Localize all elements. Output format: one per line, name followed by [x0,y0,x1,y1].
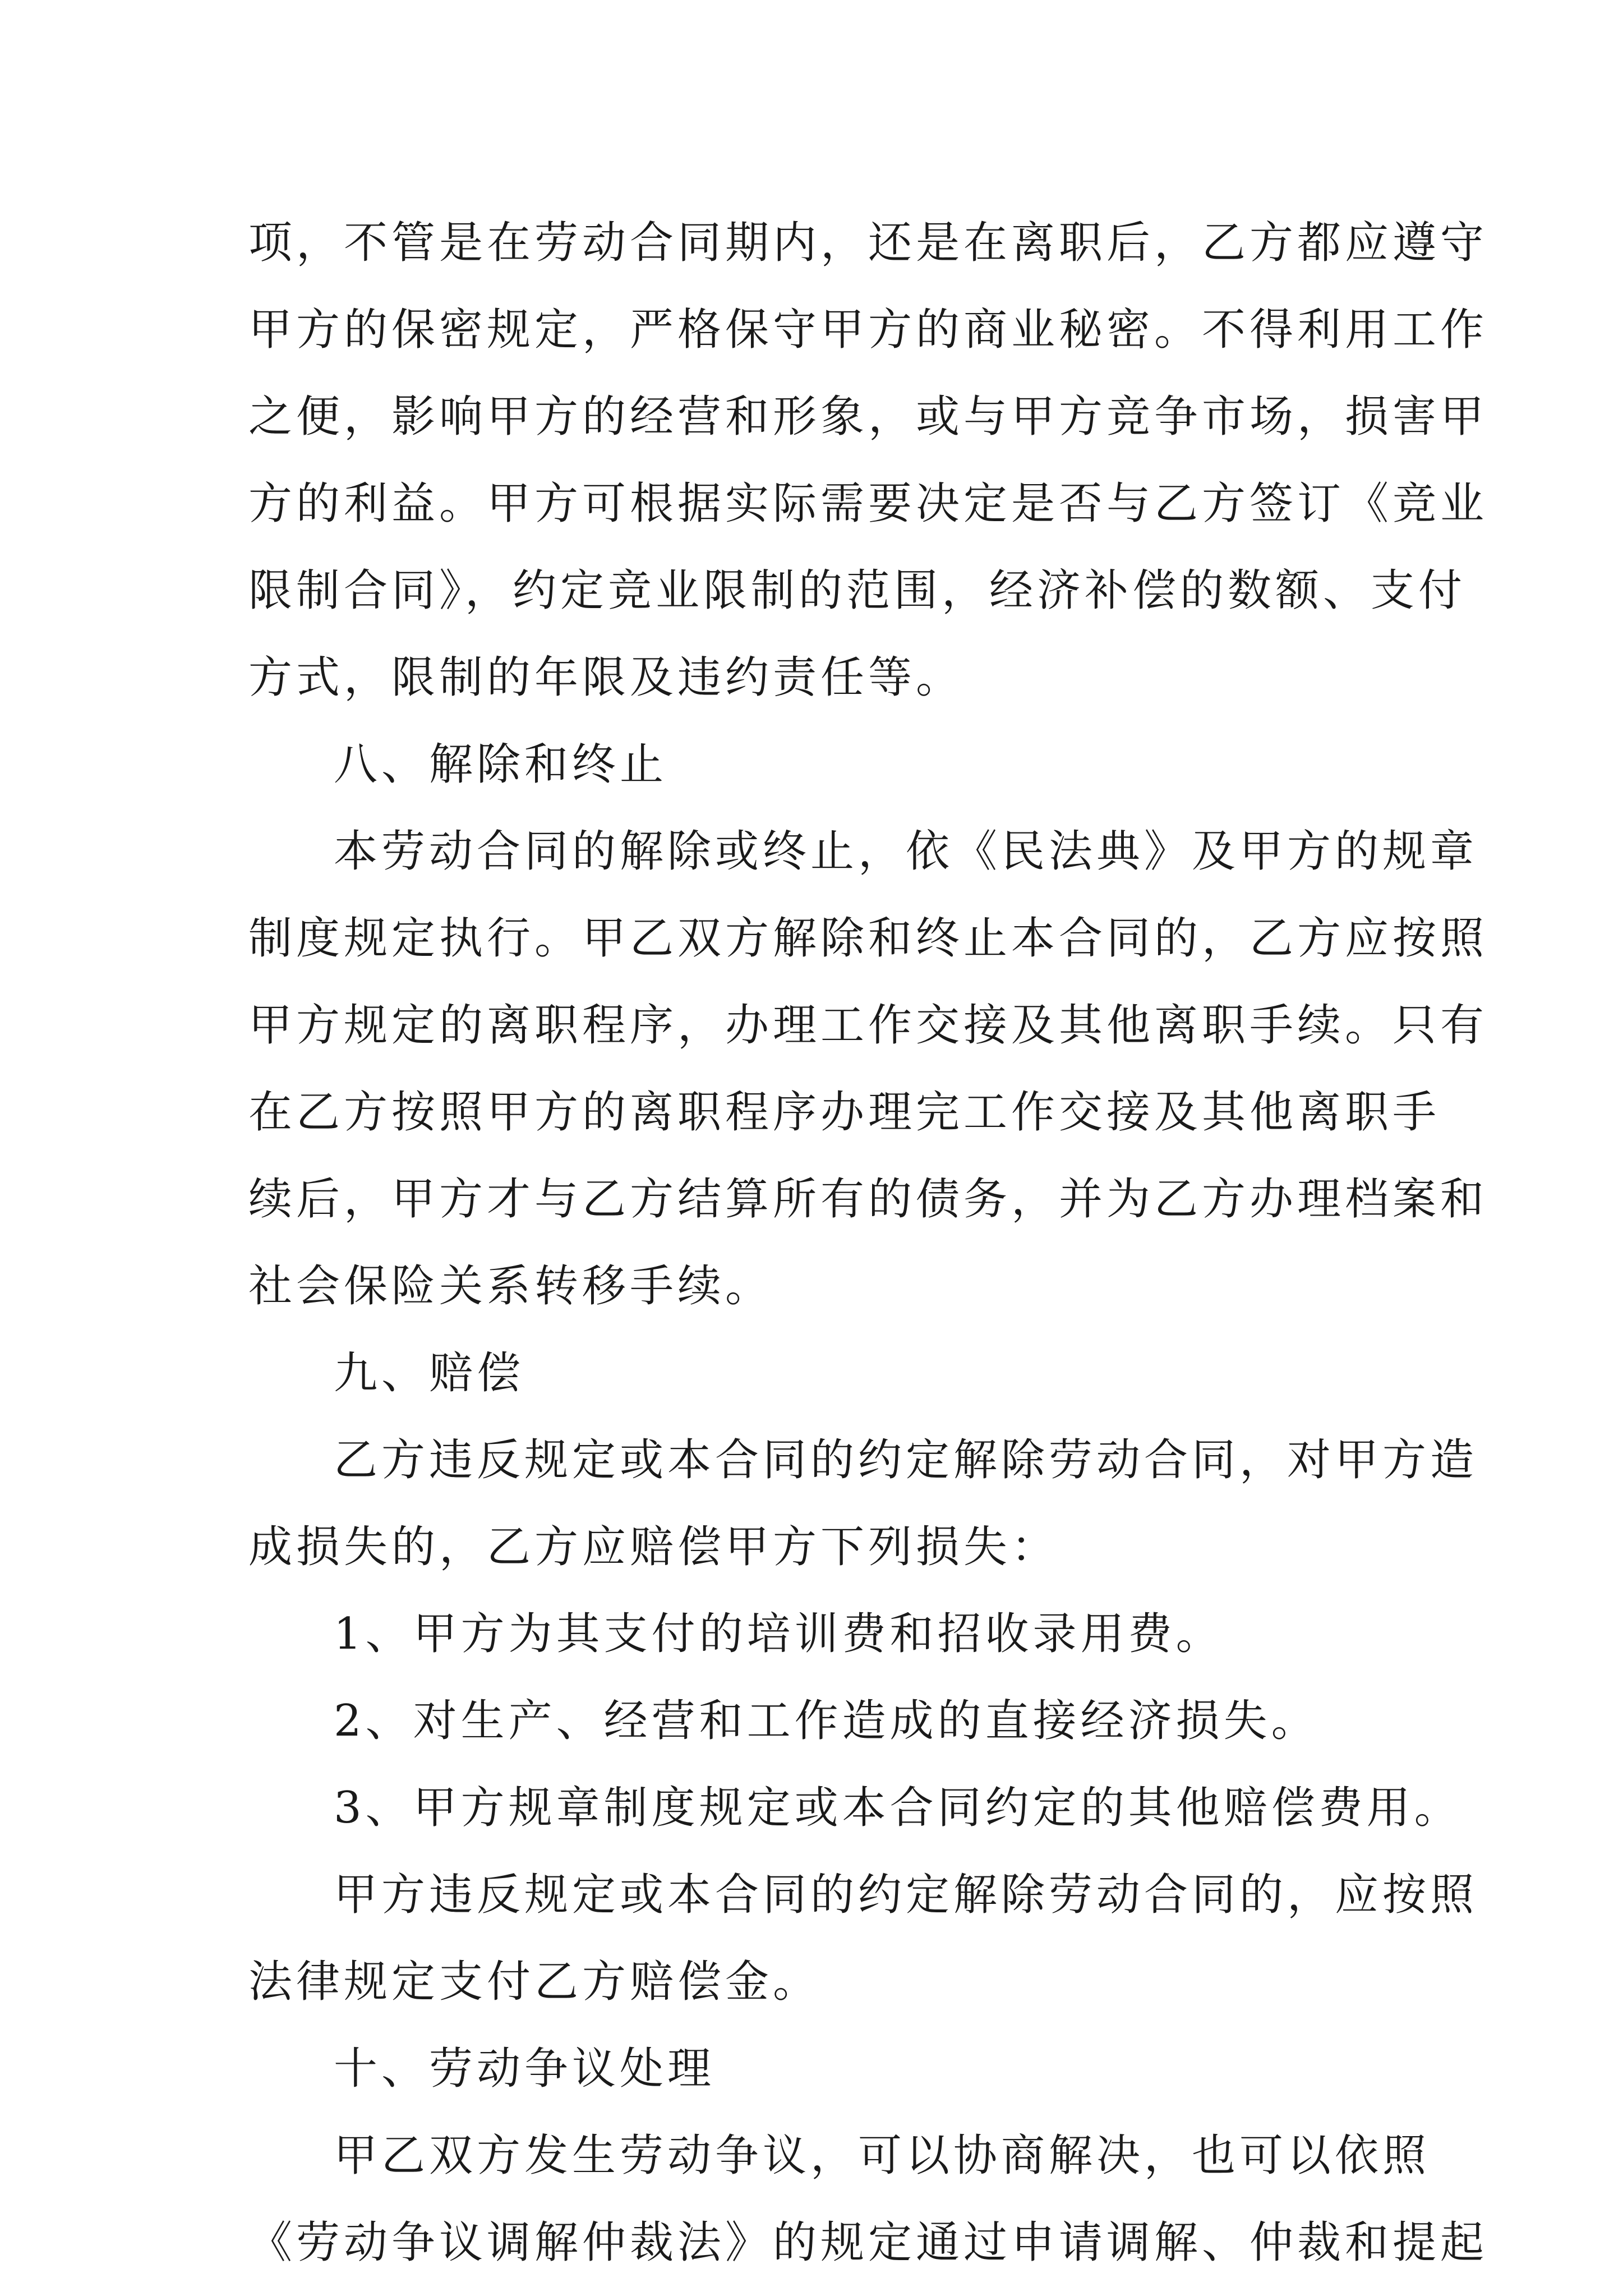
text-line: 乙方违反规定或本合同的约定解除劳动合同，对甲方造 [334,1435,1478,1485]
section-heading: 十、劳动争议处理 [334,2044,716,2094]
text-line: 法律规定支付乙方赔偿金。 [248,1957,821,2007]
section-heading: 九、赔偿 [334,1348,525,1398]
text-line: 限制合同》，约定竞业限制的范围，经济补偿的数额、支付 [248,565,1467,616]
text-line: 甲方规定的离职程序，办理工作交接及其他离职手续。只有 [248,1000,1488,1051]
text-line: 方式，限制的年限及违约责任等。 [248,652,964,703]
text-line: 方的利益。甲方可根据实际需要决定是否与乙方签订《竞业 [248,478,1488,529]
text-line: 之便，影响甲方的经营和形象，或与甲方竞争市场，损害甲 [248,392,1488,442]
text-line: 《劳动争议调解仲裁法》的规定通过申请调解、仲裁和提起 [248,2217,1488,2268]
text-line: 制度规定执行。甲乙双方解除和终止本合同的，乙方应按照 [248,913,1488,964]
text-line: 成损失的，乙方应赔偿甲方下列损失： [248,1522,1059,1572]
text-line: 本劳动合同的解除或终止，依《民法典》及甲方的规章 [334,826,1478,877]
text-line: 甲方的保密规定，严格保守甲方的商业秘密。不得利用工作 [248,305,1488,355]
text-line: 甲方违反规定或本合同的约定解除劳动合同的，应按照 [334,1870,1478,1920]
text-line: 在乙方按照甲方的离职程序办理完工作交接及其他离职手 [248,1087,1441,1138]
text-line: 续后，甲方才与乙方结算所有的债务，并为乙方办理档案和 [248,1174,1488,1225]
document-body [248,200,1488,2286]
text-line: 甲乙双方发生劳动争议，可以协商解决，也可以依照 [334,2131,1431,2181]
section-heading: 八、解除和终止 [334,739,668,790]
list-item: 2、对生产、经营和工作造成的直接经济损失。 [334,1696,1319,1746]
text-line: 项，不管是在劳动合同期内，还是在离职后，乙方都应遵守 [248,218,1488,268]
list-item: 3、甲方规章制度规定或本合同约定的其他赔偿费用。 [334,1783,1462,1833]
text-line: 社会保险关系转移手续。 [248,1261,773,1312]
list-item: 1、甲方为其支付的培训费和招收录用费。 [334,1609,1224,1659]
